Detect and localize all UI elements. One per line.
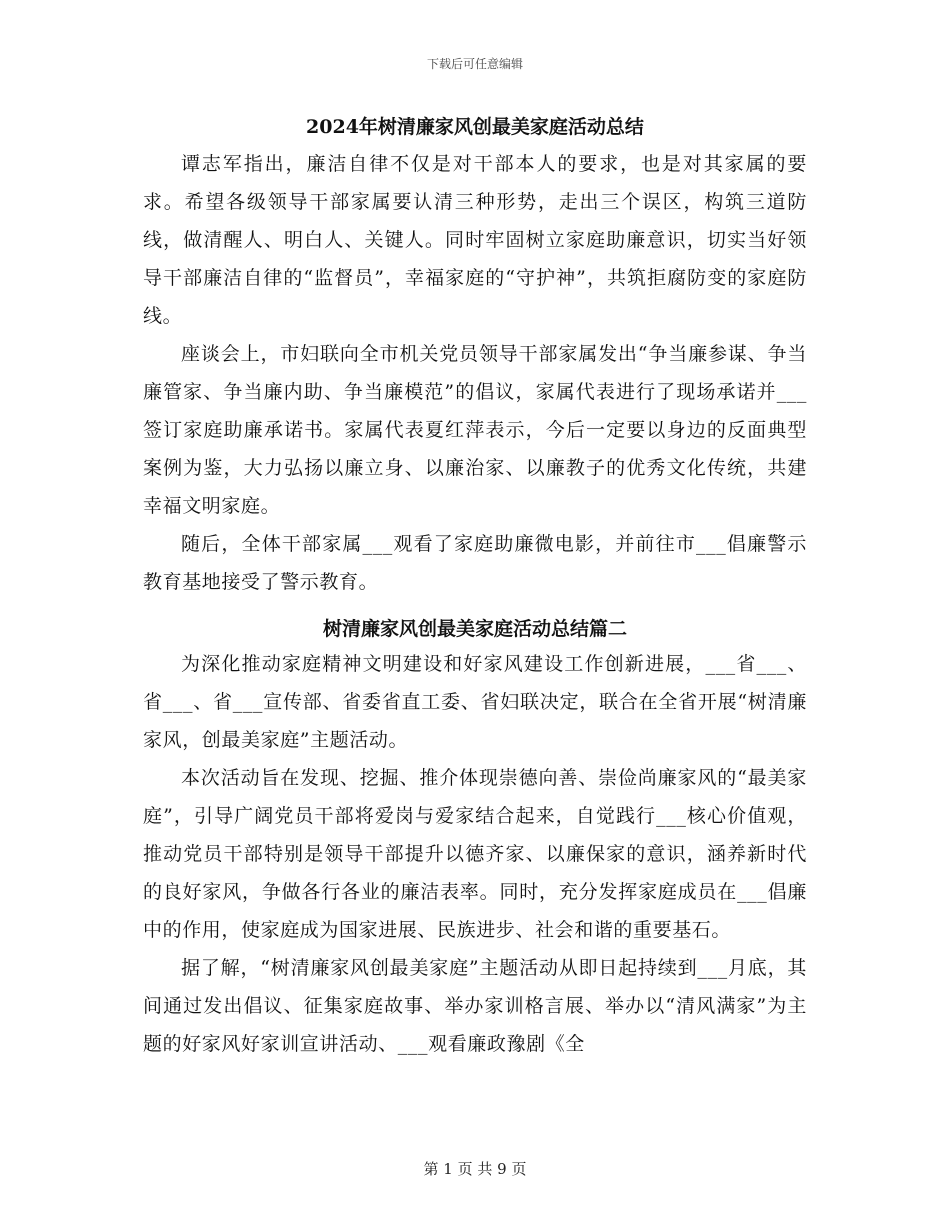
- page-header-note: 下载后可任意编辑: [426, 57, 523, 71]
- section-title: 树清廉家风创最美家庭活动总结篇二: [322, 618, 627, 640]
- page-number: 第 1 页 共 9 页: [423, 1160, 527, 1178]
- paragraph: 谭志军指出，廉洁自律不仅是对干部本人的要求，也是对其家属的要求。希望各级领导干部家属要认清三种形势，走出三个误区，构筑三道防线，做清醒人、明白人、关键人。同时牢固树立家庭助廉意识，切实当好领导干部廉洁自律的“监督员”，幸福家庭的“守护神”，共筑拒腐防变的家庭防线。: [143, 153, 807, 327]
- document-body: [143, 113, 807, 1063]
- paragraph: 据了解，“树清廉家风创最美家庭”主题活动从即日起持续到___月底，其间通过发出倡议、征集家庭故事、举办家训格言展、举办以“清风满家”为主题的好家风好家训宣讲活动、___观看廉政豫剧《全: [143, 957, 807, 1055]
- paragraph: 本次活动旨在发现、挖掘、推介体现崇德向善、崇俭尚廉家风的“最美家庭”，引导广阔党员干部将爱岗与爱家结合起来，自觉践行___核心价值观，推动党员干部特别是领导干部提升以德齐家、以廉保家的意识，涵养新时代的良好家风，争做各行各业的廉洁表率。同时，充分发挥家庭成员在___倡廉中的作用，使家庭成为国家进展、民族进步、社会和谐的重要基石。: [143, 767, 807, 941]
- paragraph: 随后，全体干部家属___观看了家庭助廉微电影，并前往市___倡廉警示教育基地接受了警示教育。: [143, 533, 807, 593]
- document-title: 2024年树清廉家风创最美家庭活动总结: [306, 116, 644, 138]
- paragraph: 为深化推动家庭精神文明建设和好家风建设工作创新进展，___省___、省___、省___宣传部、省委省直工委、省妇联决定，联合在全省开展“树清廉家风，创最美家庭”主题活动。: [143, 653, 807, 751]
- paragraph: 座谈会上，市妇联向全市机关党员领导干部家属发出“争当廉参谋、争当廉管家、争当廉内助、争当廉模范”的倡议，家属代表进行了现场承诺并___签订家庭助廉承诺书。家属代表夏红萍表示，今后一定要以身边的反面典型案例为鉴，大力弘扬以廉立身、以廉治家、以廉教子的优秀文化传统，共建幸福文明家庭。: [143, 343, 807, 517]
